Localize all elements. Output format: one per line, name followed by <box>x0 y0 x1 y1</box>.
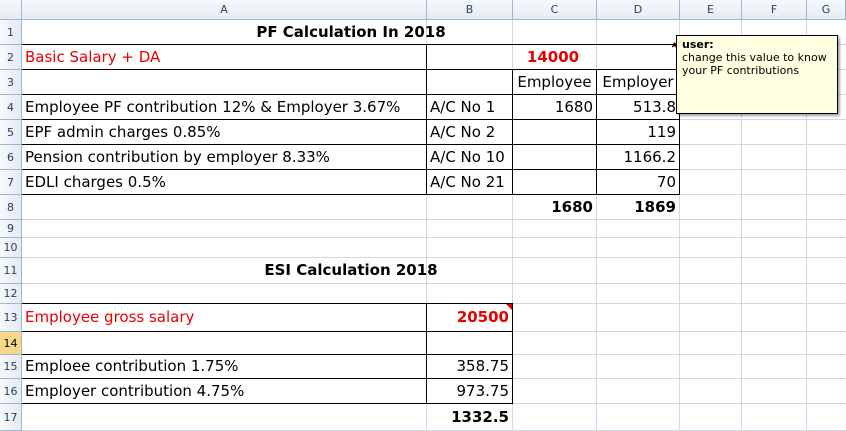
cell-comment[interactable] <box>676 35 838 114</box>
col-header-e[interactable]: E <box>680 0 742 20</box>
gross-salary-label[interactable]: Employee gross salary <box>25 308 195 326</box>
pf-item-label[interactable]: Pension contribution by employer 8.33% <box>25 148 330 166</box>
esi-total[interactable]: 1332.5 <box>451 408 509 426</box>
row-header-15[interactable]: 15 <box>0 355 22 379</box>
gridline <box>22 237 846 238</box>
pf-item-label[interactable]: EDLI charges 0.5% <box>25 173 166 191</box>
pf-item-account[interactable]: A/C No 2 <box>430 123 496 141</box>
employee-header[interactable]: Employee <box>517 73 592 91</box>
col-header-b[interactable]: B <box>427 0 513 20</box>
esi-item-label[interactable]: Emploee contribution 1.75% <box>25 357 239 375</box>
row-header-6[interactable]: 6 <box>0 145 22 170</box>
row-header-12[interactable]: 12 <box>0 284 22 304</box>
row-header-14[interactable]: 14 <box>0 332 22 355</box>
table-border <box>22 331 513 332</box>
col-header-g[interactable]: G <box>807 0 846 20</box>
pf-total-employer[interactable]: 1869 <box>634 198 676 216</box>
row-header-9[interactable]: 9 <box>0 220 22 238</box>
esi-item-label[interactable]: Employer contribution 4.75% <box>25 382 245 400</box>
row-header-3[interactable]: 3 <box>0 70 22 95</box>
col-header-d[interactable]: D <box>597 0 680 20</box>
pf-item-label[interactable]: Employee PF contribution 12% & Employer 3.67% <box>25 98 401 116</box>
row-header-2[interactable]: 2 <box>0 45 22 70</box>
pf-title[interactable]: PF Calculation In 2018 <box>256 23 446 41</box>
comment-text: change this value to know your PF contributions <box>682 51 827 77</box>
esi-item-value[interactable]: 358.75 <box>456 357 509 375</box>
col-header-a[interactable]: A <box>22 0 427 20</box>
row-header-13[interactable]: 13 <box>0 304 22 332</box>
pf-item-account[interactable]: A/C No 21 <box>430 173 505 191</box>
pf-total-employee[interactable]: 1680 <box>551 198 593 216</box>
pf-item-employer[interactable]: 1166.2 <box>623 148 676 166</box>
comment-author: user: <box>682 38 714 51</box>
row-header-8[interactable]: 8 <box>0 195 22 220</box>
pf-item-employer[interactable]: 119 <box>647 123 676 141</box>
basic-salary-label[interactable]: Basic Salary + DA <box>25 48 161 66</box>
pf-item-account[interactable]: A/C No 1 <box>430 98 496 116</box>
pf-item-label[interactable]: EPF admin charges 0.85% <box>25 123 221 141</box>
pf-item-employee[interactable] <box>513 120 596 144</box>
row-header-5[interactable]: 5 <box>0 120 22 145</box>
pf-item-employee[interactable] <box>513 170 596 194</box>
row-header-4[interactable]: 4 <box>0 95 22 120</box>
gross-salary-input[interactable]: 20500 <box>456 308 509 326</box>
row-header-11[interactable]: 11 <box>0 258 22 284</box>
esi-title[interactable]: ESI Calculation 2018 <box>264 261 438 279</box>
row-header-16[interactable]: 16 <box>0 379 22 404</box>
gridline <box>22 283 846 284</box>
row-header-7[interactable]: 7 <box>0 170 22 195</box>
pf-item-employer[interactable]: 70 <box>656 173 676 191</box>
row-header-17: 17 <box>0 404 22 431</box>
esi-item-value[interactable]: 973.75 <box>456 382 509 400</box>
pf-item-account[interactable]: A/C No 10 <box>430 148 505 166</box>
row-header-10[interactable]: 10 <box>0 238 22 258</box>
row-header-1[interactable]: 1 <box>0 20 22 45</box>
employer-header[interactable]: Employer <box>602 73 674 91</box>
col-header-f[interactable]: F <box>742 0 807 20</box>
basic-salary-input[interactable]: 14000 <box>526 48 580 66</box>
gridline <box>22 219 846 220</box>
pf-item-employee[interactable]: 1680 <box>554 98 593 116</box>
table-border <box>512 303 513 403</box>
pf-item-employee[interactable] <box>513 145 596 169</box>
comment-indicator[interactable] <box>506 304 512 310</box>
col-header-c[interactable]: C <box>513 0 597 20</box>
pf-item-employer[interactable]: 513.8 <box>633 98 676 116</box>
select-all-corner[interactable] <box>0 0 22 20</box>
